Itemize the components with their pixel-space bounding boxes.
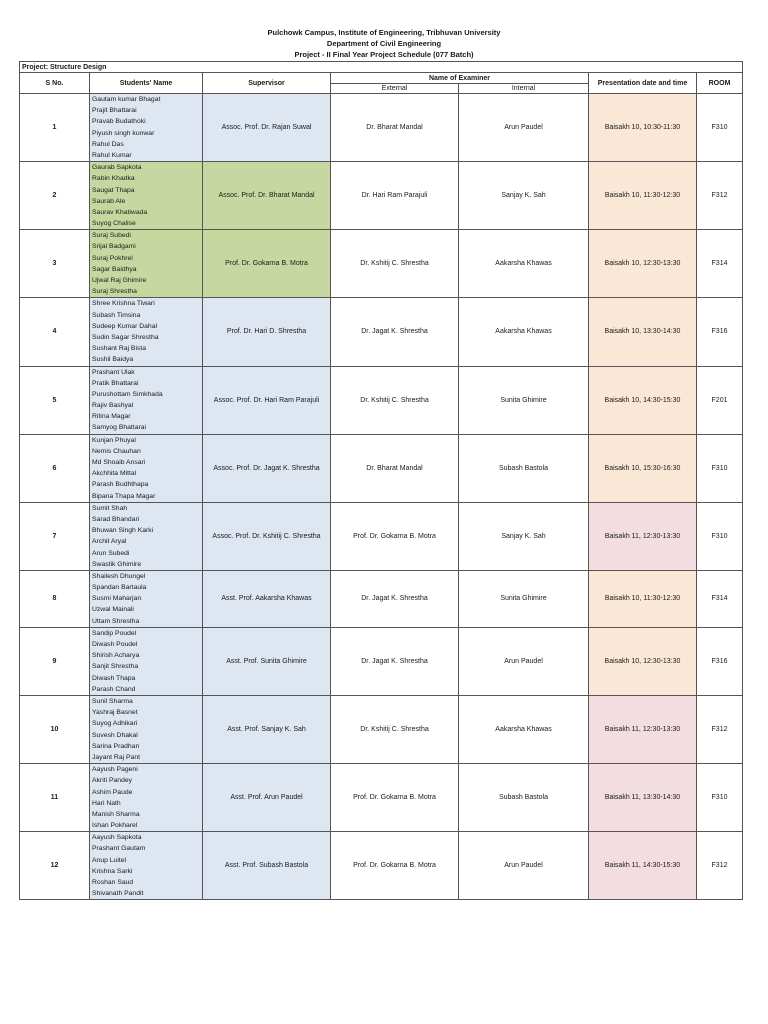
internal-examiner-cell: Subash Bastola bbox=[459, 764, 589, 832]
student-name: Rahul Das bbox=[92, 140, 124, 148]
internal-examiner-cell: Aakarsha Khawas bbox=[459, 298, 589, 366]
student-name: Aayush Pageni bbox=[92, 766, 138, 774]
schedule-table bbox=[19, 61, 743, 900]
student-name: Saurab Ale bbox=[92, 197, 126, 205]
student-name: Suyog Adhikari bbox=[92, 720, 138, 728]
col-students: Students' Name bbox=[90, 73, 203, 94]
table-row bbox=[20, 570, 743, 627]
student-name: Sarad Bhandari bbox=[92, 515, 140, 523]
students-cell bbox=[90, 162, 203, 230]
presentation-cell: Baisakh 10, 13:30-14:30 bbox=[589, 298, 697, 366]
student-name: Ishan Pokharel bbox=[92, 822, 138, 830]
student-name: Suvesh Dhakal bbox=[92, 731, 138, 739]
table-row bbox=[20, 162, 743, 230]
internal-examiner-cell: Sanjay K. Sah bbox=[459, 162, 589, 230]
student-name: Ritina Magar bbox=[92, 413, 131, 421]
student-name: Pratik Bhattarai bbox=[92, 379, 139, 387]
supervisor-cell: Assoc. Prof. Dr. Jagat K. Shrestha bbox=[203, 434, 331, 502]
students-cell bbox=[90, 298, 203, 366]
internal-examiner-cell: Sunita Ghimire bbox=[459, 570, 589, 627]
serial-number-cell: 12 bbox=[20, 832, 90, 900]
student-name: Saugat Thapa bbox=[92, 186, 135, 194]
col-internal: Internal bbox=[459, 84, 589, 94]
students-cell bbox=[90, 764, 203, 832]
serial-number-cell: 5 bbox=[20, 366, 90, 434]
student-name: Gaurab Sapkota bbox=[92, 164, 142, 172]
presentation-cell: Baisakh 10, 15:30-16:30 bbox=[589, 434, 697, 502]
department-title: Department of Civil Engineering bbox=[326, 39, 442, 48]
student-name: Parash Chand bbox=[92, 685, 136, 693]
student-name: Prajit Bhattarai bbox=[92, 107, 137, 115]
col-presentation: Presentation date and time bbox=[589, 73, 697, 94]
col-sno: S No. bbox=[20, 73, 90, 94]
table-row bbox=[20, 434, 743, 502]
room-cell: F201 bbox=[697, 366, 743, 434]
student-name: Sushil Baidya bbox=[92, 356, 134, 364]
serial-number-cell: 9 bbox=[20, 627, 90, 695]
presentation-cell: Baisakh 10, 14:30-15:30 bbox=[589, 366, 697, 434]
student-name: Ashim Paude bbox=[92, 788, 133, 796]
student-name: Arun Subedi bbox=[92, 549, 130, 557]
serial-number-cell: 11 bbox=[20, 764, 90, 832]
student-name: Prashant Gautam bbox=[92, 845, 146, 853]
student-name: Sagar Baidhya bbox=[92, 265, 137, 273]
supervisor-cell: Asst. Prof. Aakarsha Khawas bbox=[203, 570, 331, 627]
external-examiner-cell: Dr. Hari Ram Parajuli bbox=[331, 162, 459, 230]
students-cell bbox=[90, 230, 203, 298]
student-name: Suyog Chalise bbox=[92, 220, 136, 228]
student-name: Archit Aryal bbox=[92, 538, 127, 546]
presentation-cell: Baisakh 10, 10:30-11:30 bbox=[589, 94, 697, 162]
student-name: Shailesh Dhungel bbox=[92, 572, 146, 580]
external-examiner-cell: Dr. Jagat K. Shrestha bbox=[331, 627, 459, 695]
room-cell: F310 bbox=[697, 764, 743, 832]
student-name: Sudeep Kumar Dahal bbox=[92, 322, 157, 330]
student-name: Roshan Saud bbox=[92, 879, 134, 886]
room-cell: F314 bbox=[697, 230, 743, 298]
internal-examiner-cell: Arun Paudel bbox=[459, 627, 589, 695]
external-examiner-cell: Prof. Dr. Gokarna B. Motra bbox=[331, 764, 459, 832]
supervisor-cell: Asst. Prof. Arun Paudel bbox=[203, 764, 331, 832]
student-name: Rahul Kumar bbox=[92, 151, 132, 159]
student-name: Akriti Pandey bbox=[92, 777, 133, 785]
supervisor-cell: Asst. Prof. Sanjay K. Sah bbox=[203, 696, 331, 764]
student-name: Yashraj Basnet bbox=[92, 709, 138, 717]
student-name: Sandip Poudel bbox=[92, 629, 137, 637]
student-name: Sanjit Shrestha bbox=[92, 663, 139, 671]
institution-title: Pulchowk Campus, Institute of Engineering, Tribhuvan University bbox=[267, 28, 501, 37]
student-name: Bhuwan Singh Karki bbox=[92, 527, 154, 535]
serial-number-cell: 2 bbox=[20, 162, 90, 230]
external-examiner-cell: Dr. Kshitij C. Shrestha bbox=[331, 696, 459, 764]
presentation-cell: Baisakh 11, 14:30-15:30 bbox=[589, 832, 697, 900]
table-row bbox=[20, 298, 743, 366]
room-cell: F316 bbox=[697, 627, 743, 695]
supervisor-cell: Asst. Prof. Subash Bastola bbox=[203, 832, 331, 900]
external-examiner-cell: Dr. Kshitij C. Shrestha bbox=[331, 230, 459, 298]
room-cell: F312 bbox=[697, 162, 743, 230]
student-name: Subash Timsina bbox=[92, 311, 141, 319]
student-name: Parash Budhthapa bbox=[92, 481, 149, 489]
students-cell bbox=[90, 502, 203, 570]
internal-examiner-cell: Aakarsha Khawas bbox=[459, 696, 589, 764]
serial-number-cell: 1 bbox=[20, 94, 90, 162]
students-cell bbox=[90, 434, 203, 502]
student-name: Sushant Raj Bista bbox=[92, 345, 147, 353]
student-name: Md Shoaib Ansari bbox=[92, 459, 146, 466]
room-cell: F316 bbox=[697, 298, 743, 366]
col-room: ROOM bbox=[697, 73, 743, 94]
student-name: Srijal Badgami bbox=[92, 243, 136, 251]
student-name: Purushottam Simkhada bbox=[92, 390, 163, 398]
serial-number-cell: 10 bbox=[20, 696, 90, 764]
students-cell bbox=[90, 366, 203, 434]
student-name: Sunil Sharma bbox=[92, 698, 133, 705]
room-cell: F310 bbox=[697, 502, 743, 570]
student-name: Suraj Subedi bbox=[92, 232, 131, 240]
students-cell bbox=[90, 832, 203, 900]
serial-number-cell: 7 bbox=[20, 502, 90, 570]
external-examiner-cell: Dr. Bharat Mandal bbox=[331, 94, 459, 162]
internal-examiner-cell: Aakarsha Khawas bbox=[459, 230, 589, 298]
student-name: Akchhita Mittal bbox=[92, 470, 137, 478]
student-name: Anup Luitel bbox=[92, 856, 127, 864]
internal-examiner-cell: Sanjay K. Sah bbox=[459, 502, 589, 570]
supervisor-cell: Assoc. Prof. Dr. Kshitij C. Shrestha bbox=[203, 502, 331, 570]
students-cell bbox=[90, 570, 203, 627]
student-name: Krishna Sarki bbox=[92, 867, 133, 875]
serial-number-cell: 4 bbox=[20, 298, 90, 366]
project-label: Project: Structure Design bbox=[20, 62, 743, 73]
external-examiner-cell: Dr. Bharat Mandal bbox=[331, 434, 459, 502]
presentation-cell: Baisakh 11, 13:30-14:30 bbox=[589, 764, 697, 832]
student-name: Rabin Khadka bbox=[92, 175, 135, 183]
table-row bbox=[20, 696, 743, 764]
col-supervisor: Supervisor bbox=[203, 73, 331, 94]
student-name: Diwash Poudel bbox=[92, 641, 138, 649]
internal-examiner-cell: Arun Paudel bbox=[459, 832, 589, 900]
student-name: Shivanath Pandit bbox=[92, 890, 144, 898]
table-row bbox=[20, 627, 743, 695]
table-row bbox=[20, 230, 743, 298]
student-name: Aayush Sapkota bbox=[92, 834, 142, 842]
schedule-title: Project - II Final Year Project Schedule (077 Batch) bbox=[294, 50, 474, 59]
student-name: Jayant Raj Pant bbox=[92, 753, 140, 761]
external-examiner-cell: Dr. Jagat K. Shrestha bbox=[331, 298, 459, 366]
student-name: Kunjan Phuyal bbox=[92, 436, 136, 444]
student-name: Spandan Bartaula bbox=[92, 584, 147, 592]
student-name: Shirish Acharya bbox=[92, 652, 140, 660]
table-row bbox=[20, 764, 743, 832]
supervisor-cell: Prof. Dr. Gokarna B. Motra bbox=[203, 230, 331, 298]
external-examiner-cell: Dr. Kshitij C. Shrestha bbox=[331, 366, 459, 434]
supervisor-cell: Asst. Prof. Sunita Ghimire bbox=[203, 627, 331, 695]
students-cell bbox=[90, 627, 203, 695]
student-name: Samyog Bhattarai bbox=[92, 424, 147, 432]
room-cell: F312 bbox=[697, 696, 743, 764]
presentation-cell: Baisakh 10, 12:30-13:30 bbox=[589, 230, 697, 298]
student-name: Piyush singh kunwar bbox=[92, 129, 155, 137]
serial-number-cell: 3 bbox=[20, 230, 90, 298]
external-examiner-cell: Prof. Dr. Gokarna B. Motra bbox=[331, 832, 459, 900]
student-name: Ujwal Raj Ghimire bbox=[92, 277, 147, 284]
student-name: Susmi Maharjan bbox=[92, 595, 142, 603]
external-examiner-cell: Prof. Dr. Gokarna B. Motra bbox=[331, 502, 459, 570]
supervisor-cell: Assoc. Prof. Dr. Rajan Suwal bbox=[203, 94, 331, 162]
presentation-cell: Baisakh 11, 12:30-13:30 bbox=[589, 502, 697, 570]
room-cell: F310 bbox=[697, 434, 743, 502]
table-row bbox=[20, 502, 743, 570]
internal-examiner-cell: Arun Paudel bbox=[459, 94, 589, 162]
table-row bbox=[20, 366, 743, 434]
room-cell: F314 bbox=[697, 570, 743, 627]
table-row bbox=[20, 94, 743, 162]
student-name: Nemis Chauhan bbox=[92, 447, 141, 455]
student-name: Saurav Khatiwada bbox=[92, 208, 148, 216]
supervisor-cell: Assoc. Prof. Dr. Hari Ram Parajuli bbox=[203, 366, 331, 434]
room-cell: F310 bbox=[697, 94, 743, 162]
serial-number-cell: 8 bbox=[20, 570, 90, 627]
student-name: Bipana Thapa Magar bbox=[92, 492, 156, 500]
student-name: Gautam kumar Bhagat bbox=[92, 96, 161, 103]
student-name: Sumit Shah bbox=[92, 504, 128, 512]
internal-examiner-cell: Subash Bastola bbox=[459, 434, 589, 502]
presentation-cell: Baisakh 11, 12:30-13:30 bbox=[589, 696, 697, 764]
presentation-cell: Baisakh 10, 12:30-13:30 bbox=[589, 627, 697, 695]
col-examiner: Name of Examiner bbox=[331, 73, 589, 84]
student-name: Rajiv Bashyal bbox=[92, 402, 134, 410]
student-name: Swastik Ghimire bbox=[92, 560, 142, 568]
students-cell bbox=[90, 94, 203, 162]
supervisor-cell: Prof. Dr. Hari D. Shrestha bbox=[203, 298, 331, 366]
table-row bbox=[20, 832, 743, 900]
student-name: Pravab Budathoki bbox=[92, 118, 146, 126]
presentation-cell: Baisakh 10, 11:30-12:30 bbox=[589, 162, 697, 230]
student-name: Sarina Pradhan bbox=[92, 742, 140, 750]
student-name: Suraj Shrestha bbox=[92, 288, 137, 296]
room-cell: F312 bbox=[697, 832, 743, 900]
serial-number-cell: 6 bbox=[20, 434, 90, 502]
internal-examiner-cell: Sunita Ghimire bbox=[459, 366, 589, 434]
student-name: Uttam Shrestha bbox=[92, 617, 140, 625]
student-name: Suraj Pokhrel bbox=[92, 254, 133, 262]
student-name: Shree Krishna Tiwari bbox=[92, 300, 155, 308]
external-examiner-cell: Dr. Jagat K. Shrestha bbox=[331, 570, 459, 627]
student-name: Diwash Thapa bbox=[92, 674, 136, 682]
student-name: Sudin Sagar Shrestha bbox=[92, 333, 159, 341]
student-name: Manish Sharma bbox=[92, 810, 140, 818]
supervisor-cell: Assoc. Prof. Dr. Bharat Mandal bbox=[203, 162, 331, 230]
col-external: External bbox=[331, 84, 459, 94]
student-name: Uzwal Mainali bbox=[92, 606, 134, 614]
students-cell bbox=[90, 696, 203, 764]
student-name: Hari Nath bbox=[92, 799, 121, 807]
student-name: Prashant Ulak bbox=[92, 368, 135, 376]
presentation-cell: Baisakh 10, 11:30-12:30 bbox=[589, 570, 697, 627]
